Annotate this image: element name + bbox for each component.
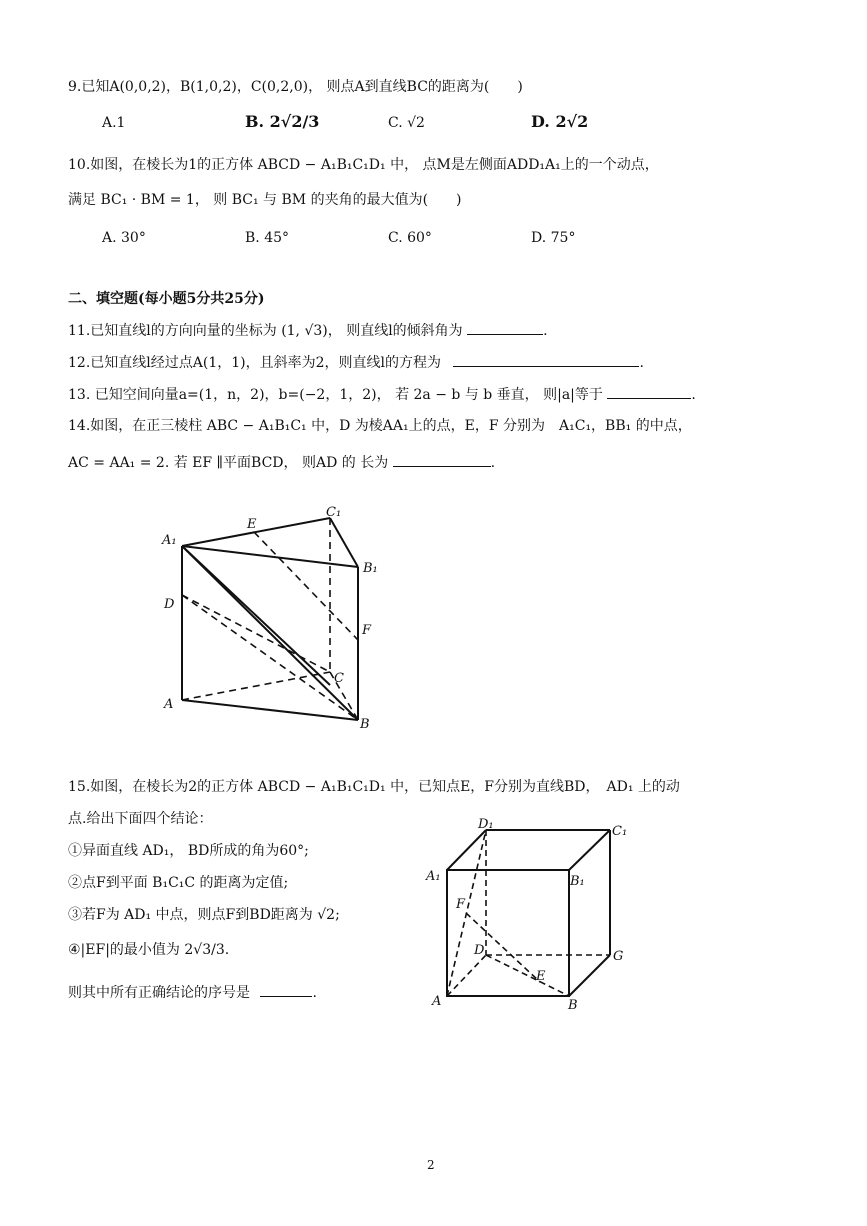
conclusion-3: ③若F为 AD₁ 中点，则点F到BD距离为 √2; — [68, 907, 340, 923]
label-f: F — [362, 623, 372, 638]
cube-figure — [422, 810, 642, 1015]
question-12-text: 12.已知直线l经过点A(1，1)，且斜率为2，则直线l的方程为 — [68, 355, 441, 371]
question-13-text: 13. 已知空间向量a=(1，n，2)，b=(−2，1，2)， 若 2a − b 与 b 垂直， 则|a|等于 — [68, 387, 603, 403]
answer-blank-12[interactable] — [453, 352, 639, 367]
question-11-end: . — [543, 323, 548, 339]
label-a1: A₁ — [162, 533, 177, 548]
prism-figure — [150, 500, 390, 740]
page-number: 2 — [427, 1158, 435, 1172]
segment-d-b — [486, 955, 569, 996]
q9-option-a: A.1 — [102, 115, 126, 131]
edge-a1-b1 — [182, 546, 358, 567]
cube-label-d: D — [474, 943, 485, 958]
edge-a1-d1 — [447, 830, 486, 870]
question-15-line-1: 15.如图，在棱长为2的正方体 ABCD − A₁B₁C₁D₁ 中，已知点E，F分别为直线BD， AD₁ 上的动 — [68, 779, 680, 795]
label-b1: B₁ — [363, 561, 378, 576]
q10-option-c: C. 60° — [388, 230, 432, 246]
answer-blank-13[interactable] — [607, 384, 691, 399]
q9-option-b: B. 2√2/3 — [245, 112, 320, 131]
cube-label-a: A — [432, 994, 442, 1009]
conclusion-1: ①异面直线 AD₁， BD所成的角为60°; — [68, 843, 309, 859]
q10-option-d: D. 75° — [531, 230, 576, 246]
edge-a-b — [182, 700, 358, 720]
question-13-end: . — [691, 387, 696, 403]
label-e: E — [247, 517, 257, 532]
label-a: A — [164, 697, 174, 712]
question-15-line-2: 点.给出下面四个结论： — [68, 811, 213, 827]
conclusion-2: ②点F到平面 B₁C₁C 的距离为定值; — [68, 875, 289, 891]
edge-c1-b1 — [330, 518, 358, 567]
q10-option-a: A. 30° — [102, 230, 146, 246]
question-15-end: . — [312, 985, 317, 1001]
question-10-line-2: 满足 BC₁ · BM = 1， 则 BC₁ 与 BM 的夹角的最大值为( ) — [68, 192, 462, 208]
conclusion-4: ④|EF|的最小值为 2√3/3. — [68, 942, 230, 958]
label-b: B — [360, 717, 370, 732]
edge-b-g — [569, 955, 610, 996]
question-15-last — [68, 982, 317, 1003]
cube-label-c1: C₁ — [612, 824, 628, 839]
edge-b1-c1 — [569, 830, 610, 870]
question-14-end: . — [490, 455, 496, 471]
cube-label-b1: B₁ — [570, 874, 585, 889]
segment-d-b — [182, 595, 358, 720]
question-14-line-1: 14.如图，在正三棱柱 ABC − A₁B₁C₁ 中，D 为棱AA₁上的点，E，F 分别为 A₁C₁，BB₁ 的中点， — [68, 418, 692, 434]
answer-blank-14[interactable] — [393, 452, 491, 467]
question-13 — [68, 384, 696, 405]
line-a1-c — [182, 546, 330, 685]
label-d: D — [164, 597, 175, 612]
front-face — [447, 870, 569, 996]
question-15-last-text: 则其中所有正确结论的序号是 — [68, 985, 250, 1001]
answer-blank-11[interactable] — [467, 320, 543, 335]
cube-label-e: E — [536, 969, 546, 984]
section-title: 二、填空题(每小题5分共25分) — [68, 291, 265, 307]
cube-label-g: G — [613, 949, 624, 964]
q9-option-c: C. √2 — [388, 115, 425, 131]
label-c: C — [334, 671, 344, 686]
answer-blank-15[interactable] — [260, 982, 312, 997]
question-9-stem: 9.已知A(0,0,2)，B(1,0,2)，C(0,2,0)， 则点A到直线BC的距离为( ) — [68, 79, 523, 95]
question-14-line-2-text: AC = AA₁ = 2. 若 EF ∥平面BCD， 则AD 的 长为 — [68, 455, 389, 471]
q10-option-b: B. 45° — [245, 230, 290, 246]
question-12-end: . — [639, 355, 644, 371]
question-12 — [68, 352, 644, 373]
cube-label-f: F — [456, 897, 466, 912]
cube-label-a1: A₁ — [426, 869, 441, 884]
edge-a-d — [447, 955, 486, 996]
question-11-text: 11.已知直线l的方向向量的坐标为 (1, √3)， 则直线l的倾斜角为 — [68, 323, 463, 339]
question-11 — [68, 320, 548, 341]
q9-option-d: D. 2√2 — [531, 112, 589, 131]
cube-label-b: B — [568, 998, 578, 1013]
label-c1: C₁ — [326, 505, 342, 520]
segment-d-c — [182, 595, 330, 672]
question-14-line-2 — [68, 452, 495, 473]
question-10-line-1: 10.如图，在棱长为1的正方体 ABCD − A₁B₁C₁D₁ 中， 点M是左侧面ADD₁A₁上的一个动点， — [68, 157, 659, 173]
edge-a-c — [182, 672, 330, 700]
cube-label-d1: D₁ — [478, 817, 494, 832]
segment-e-f — [254, 532, 358, 640]
